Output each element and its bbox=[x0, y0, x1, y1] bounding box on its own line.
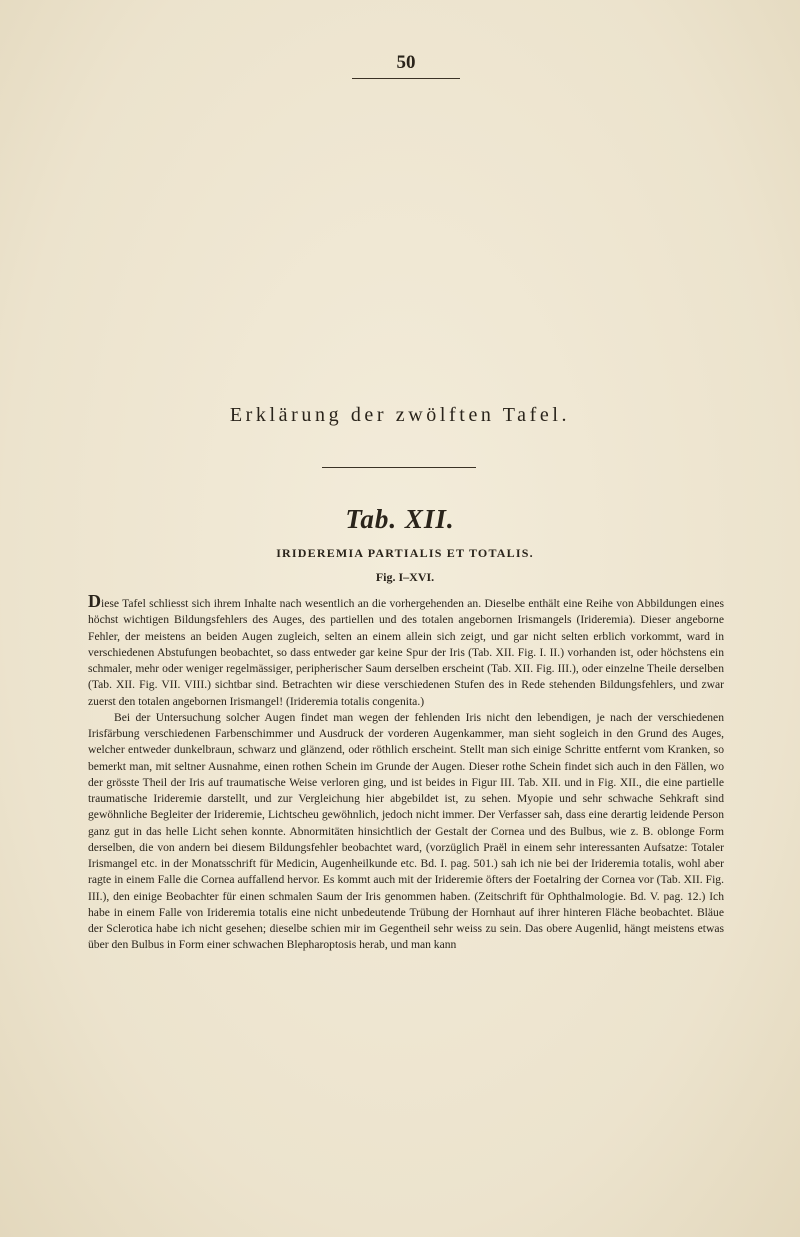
page-number: 50 bbox=[396, 52, 416, 73]
paragraph-1-text: iese Tafel schliesst sich ihrem Inhalte nach wesentlich an die vorhergehenden an. Dieselbe enthält eine Reihe von Abbildungen eines höchst wichtigen Bildungsfehlers des Auges, des partiellen und des totalen angebornen Irismangels (Irideremia). Dieser angeborne Fehler, der meistens an beiden Augen zugleich, selten an einem allein sich zeigt, und gar nicht selten erblich vorkommt, ward in verschiedenen Abstufungen beobachtet, so dass entweder gar keine Spur der Iris (Tab. XII. Fig. I. II.) vorhanden ist, oder höchstens ein schmaler, mehr oder weniger regelmässiger, peripherischer Saum derselben erscheint (Tab. XII. Fig. III.), oder einzelne Theile derselben (Tab. XII. Fig. VII. VIII.) sichtbar sind. Betrachten wir diese verschiedenen Stufen des in Rede stehenden Bildungsfehlers, und zwar zuerst den totalen angebornen Irismangel! (Irideremia totalis congenita.) bbox=[88, 597, 724, 708]
figure-range: Fig. I–XVI. bbox=[375, 570, 435, 584]
plate-heading: Tab. XII. bbox=[345, 504, 455, 534]
initial-letter: D bbox=[88, 591, 101, 611]
header-rule bbox=[352, 78, 460, 79]
paragraph-2: Bei der Untersuchung solcher Augen findet man wegen der fehlenden Iris nicht den lebendigen, je nach der verschiedenen Irisfärbung verschiedenen Farbenschimmer und Ausdruck der vorderen Augenkammer, man sieht sogleich in den Grund des Auges, welcher entweder dunkelbraun, schwarz und glänzend, oder röthlich erscheint. Stellt man sich einige Schritte entfernt vom Kranken, so bemerkt man, mit seltner Ausnahme, einen rothen Schein im Grunde der Augen. Dieser rothe Schein findet sich auch in den Fällen, wo der grösste Theil der Iris auf traumatische Weise verloren ging, und ist beides in Figur III. Tab. XII. und in Fig. XII., die eine partielle traumatische Irideremie darstellt, und zur Vergleichung hier abgebildet ist, zu sehen. Myopie und sehr schwache Sehkraft sind gewöhnliche Begleiter der Irideremie, Lichtscheu gewöhnlich, jedoch nicht immer. Der Verfasser sah, dass eine derartig leidende Person ganz gut in das helle Licht sehen konnte. Abnormitäten hinsichtlich der Gestalt der Cornea und des Bulbus, wie z. B. oblonge Form derselben, die von andern bei diesem Bildungsfehler beobachtet ward, (vorzüglich Praël in einem sehr interessanten Aufsatze: Totaler Irismangel etc. in der Monatsschrift für Medicin, Augenheilkunde etc. Bd. I. pag. 501.) sah ich nie bei der Irideremia totalis, wohl aber ragte in einem Falle die Cornea auffallend hervor. Es kommt auch mit der Irideremie öfters der Foetalring der Cornea vor (Tab. XII. Fig. III.), den einige Beobachter für einen schmalen Saum der Iris genommen haben. (Zeitschrift für Ophthalmologie. Bd. V. pag. 12.) Ich habe in einem Falle von Irideremia totalis eine nicht unbedeutende Trübung der Hornhaut auf ihrer hinteren Fläche beobachtet. Bläue der Sclerotica habe ich nicht gesehen; dieselbe schien mir im Gegentheil sehr weiss zu sein. Das obere Augenlid, hängt meistens etwas über den Bulbus in Form einer schwachen Blepharoptosis herab, und man kann bbox=[88, 710, 724, 952]
section-title: Erklärung der zwölften Tafel. bbox=[229, 404, 571, 426]
body-text bbox=[88, 591, 724, 954]
subject-heading: IRIDEREMIA PARTIALIS ET TOTALIS. bbox=[276, 546, 534, 560]
title-rule bbox=[322, 467, 476, 468]
paragraph-1 bbox=[88, 591, 724, 710]
